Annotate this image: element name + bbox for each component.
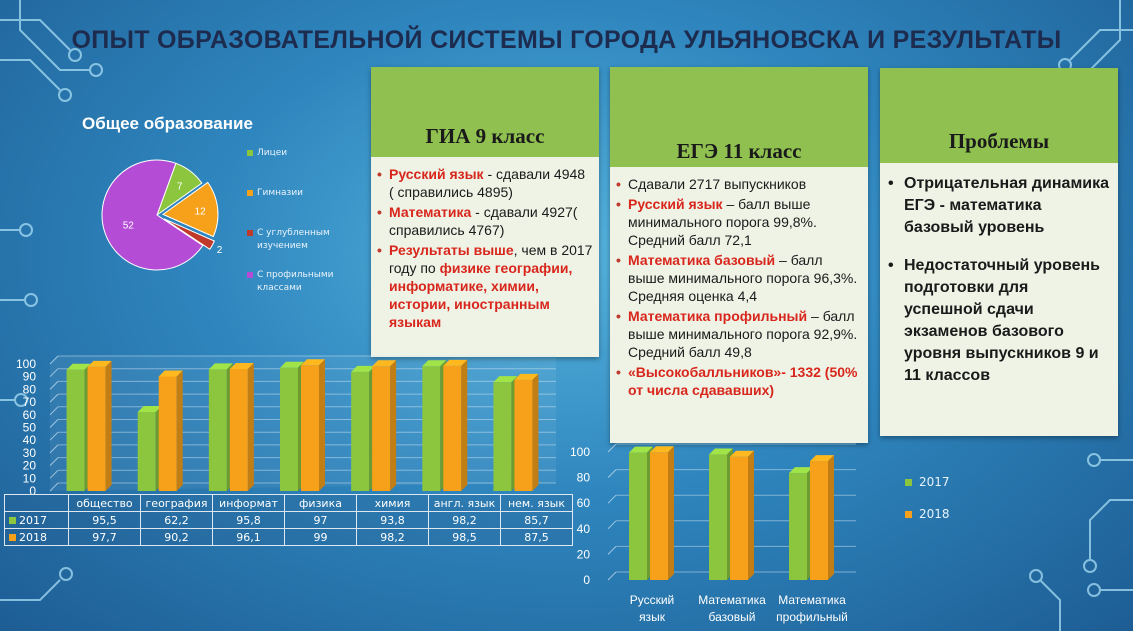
table-corner [5, 495, 69, 512]
gridline [608, 572, 616, 580]
y-tick-label: 10 [22, 471, 36, 486]
pie-legend-item [247, 147, 287, 160]
gia-item-results [389, 241, 593, 331]
legend-swatch [247, 150, 253, 156]
bar-2018 [301, 359, 325, 491]
problem-item: • Отрицательная динамика ЕГЭ - математика базовый уровень [904, 173, 1110, 239]
ege-item-total [628, 175, 862, 193]
table-cell: 62,2 [141, 512, 213, 529]
pie-legend-item [247, 227, 367, 253]
page-title: ОПЫТ ОБРАЗОВАТЕЛЬНОЙ СИСТЕМЫ ГОРОДА УЛЬЯНОВСКА И РЕЗУЛЬТАТЫ [71, 26, 1062, 54]
table-col-header: обществo [69, 495, 141, 512]
bar-2018 [443, 360, 467, 491]
bar-2018 [372, 360, 396, 491]
table-row [5, 512, 573, 529]
bar-2017 [280, 362, 304, 491]
gridline [608, 444, 616, 452]
table-cell: 98,2 [357, 529, 429, 546]
legend-label: Гимназии [257, 188, 304, 198]
gia-item-math [389, 203, 593, 239]
problems-panel-title: Проблемы [880, 68, 1118, 163]
y-tick-label: 0 [583, 573, 590, 587]
pie-chart [95, 148, 235, 283]
bar-2018 [514, 374, 538, 491]
legend-swatch [905, 511, 912, 518]
table-col-header: нем. язык [501, 495, 573, 512]
table-cell: 98,5 [429, 529, 501, 546]
table-col-header: информат [213, 495, 285, 512]
problem-item: • Недостаточный уровень подготовки для успешной сдачи экзаменов базового уровня выпускников 9 и 11 классов [904, 255, 1110, 387]
gia-item-math-label: Математика [389, 204, 472, 220]
y-tick-label: 0 [29, 484, 36, 495]
pie-slice-label: 12 [194, 206, 206, 218]
bar-2018 [88, 361, 112, 491]
gia-item-russian-text: - сдавали 4948 ( справились 4895) [389, 166, 586, 200]
y-tick-label: 40 [576, 521, 590, 536]
table-cell: 97,7 [69, 529, 141, 546]
legend-label: Лицеи [257, 148, 288, 158]
ege-item-math-profile-text: – балл выше минимального порога 92,9%. Средний балл 49,8 [628, 308, 858, 360]
legend-swatch [905, 479, 912, 486]
ege-item-math-profile-label: Математика профильный [628, 308, 808, 324]
bar-2018 [650, 446, 674, 580]
y-tick-label: 60 [22, 407, 36, 422]
table-cell: 87,5 [501, 529, 573, 546]
legend-swatch [247, 272, 253, 278]
legend-swatch [247, 190, 253, 196]
ege-item-russian-text: – балл выше минимального порога 99,8%. Средний балл 72,1 [628, 196, 817, 248]
bar-2018 [230, 363, 254, 491]
x-tick-label: Русский язык [629, 593, 675, 624]
legend-label: 2018 [919, 507, 950, 521]
y-tick-label: 40 [22, 433, 36, 448]
ege-item-total-text: Сдавали 2717 выпускников [628, 176, 807, 192]
bar-2017 [351, 366, 375, 491]
y-tick-label: 20 [22, 458, 36, 473]
legend-label: 2017 [919, 475, 950, 489]
table-cell: 95,5 [69, 512, 141, 529]
ege-panel-title: ЕГЭ 11 класс [610, 67, 868, 167]
ege-item-russian [628, 195, 862, 249]
table-col-header: англ. язык [429, 495, 501, 512]
ege-item-math-basic-text: – балл выше минимального порога 96,3%. Средняя оценка 4,4 [628, 252, 858, 304]
bar-2017 [422, 360, 446, 491]
gia-item-russian-label: Русский язык [389, 166, 484, 182]
table-row [5, 529, 573, 546]
gia-panel-title: ГИА 9 класс [371, 67, 599, 157]
bar-2017 [709, 449, 733, 580]
pie-slice-label: 52 [122, 220, 134, 232]
gia-item-results-subjects: физике географии, информатике, химии, истории, иностранным языкам [389, 260, 573, 330]
gia-item-russian [389, 165, 593, 201]
ege-item-high-scorers [628, 363, 862, 399]
gridline [608, 521, 616, 529]
bar-2017 [493, 376, 517, 491]
table-cell: 90,2 [141, 529, 213, 546]
y-tick-label: 70 [22, 395, 36, 410]
gia-item-results-label: Результаты выше [389, 242, 514, 258]
table-cell: 95,8 [213, 512, 285, 529]
y-tick-label: 100 [569, 445, 590, 459]
table-row-label: 2017 [19, 513, 47, 527]
legend-label: С углубленным изучением [257, 228, 330, 251]
bar-2017 [209, 363, 233, 491]
pie-slice-label: 2 [216, 245, 223, 257]
bar-2018 [810, 455, 834, 580]
ege-item-russian-label: Русский язык [628, 196, 723, 212]
bar-2017 [789, 467, 813, 580]
y-tick-label: 60 [576, 496, 590, 511]
y-tick-label: 30 [22, 445, 36, 460]
subjects-data-table [4, 494, 573, 546]
table-row-label: 2018 [19, 530, 47, 544]
ege-bar-chart [560, 440, 890, 631]
legend-swatch [247, 230, 253, 236]
table-col-header: физика [285, 495, 357, 512]
gia-item-results-text: , чем в 2017 году по [389, 242, 593, 276]
legend-label: С профильными классами [257, 270, 334, 293]
bar-2017 [67, 364, 91, 491]
table-col-header: география [141, 495, 213, 512]
gridline [608, 495, 616, 503]
bar-2017 [629, 447, 653, 580]
series-2018-swatch [9, 534, 16, 541]
gridline [608, 470, 616, 478]
ege-item-high-scorers-label: «Высокобалльников»- 1332 (50% от числа сдававших) [628, 364, 858, 398]
gia-item-math-text: - сдавали 4927( справились 4767) [389, 204, 578, 238]
ege-chart-legend [905, 475, 950, 539]
bar-2017 [138, 406, 162, 491]
pie-chart-title: Общее образование [82, 114, 253, 133]
y-tick-label: 100 [15, 357, 36, 371]
table-cell: 96,1 [213, 529, 285, 546]
table-cell: 99 [285, 529, 357, 546]
ege-item-math-profile [628, 307, 862, 361]
y-tick-label: 90 [22, 369, 36, 384]
x-tick-label: Математика профильный [776, 593, 848, 624]
pie-legend-item [247, 269, 367, 295]
x-tick-label: Математика базовый [698, 593, 766, 624]
legend-item-2017 [905, 475, 950, 507]
pie-legend-item [247, 187, 303, 200]
ege-item-math-basic [628, 251, 862, 305]
y-tick-label: 20 [576, 547, 590, 562]
table-cell: 98,2 [429, 512, 501, 529]
y-tick-label: 80 [576, 470, 590, 485]
y-tick-label: 50 [22, 420, 36, 435]
bar-2018 [159, 370, 183, 491]
gia-panel [371, 67, 599, 357]
pie-slice-label: 7 [176, 181, 183, 193]
bar-2018 [730, 451, 754, 580]
gridline [608, 546, 616, 554]
problems-panel [880, 68, 1118, 436]
y-tick-label: 80 [22, 382, 36, 397]
table-cell: 97 [285, 512, 357, 529]
subjects-bar-chart [0, 345, 560, 495]
table-cell: 85,7 [501, 512, 573, 529]
series-2017-swatch [9, 517, 16, 524]
ege-panel [610, 67, 868, 443]
table-col-header: химия [357, 495, 429, 512]
ege-item-math-basic-label: Математика базовый [628, 252, 776, 268]
legend-item-2018 [905, 507, 950, 539]
table-cell: 93,8 [357, 512, 429, 529]
